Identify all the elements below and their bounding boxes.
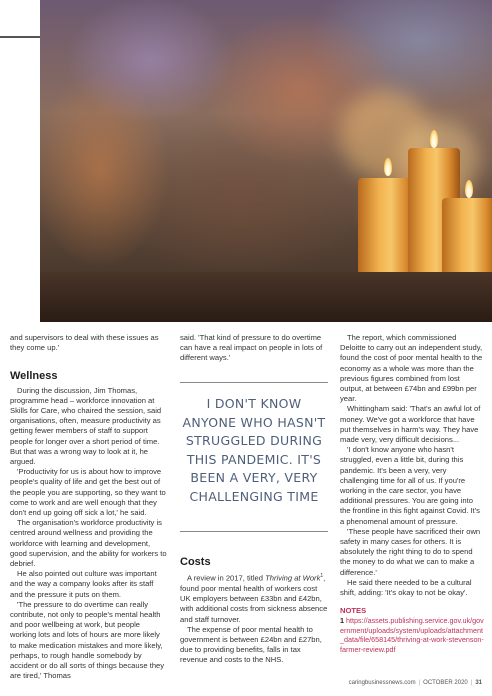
note-item — [340, 616, 484, 654]
column-3 — [340, 333, 484, 598]
column-2-costs — [180, 551, 328, 666]
flame — [465, 180, 473, 198]
paragraph: He said there needed to be a cultural shift, adding: 'It's okay to not be okay'. — [340, 577, 472, 598]
footnote-ref: 1 — [320, 573, 324, 580]
paragraph: The report, which commissioned Deloitte to carry out an independent study, found the cost of poor mental health to the economy as a whole was more than the previous figures combined from lost output, at between £74bn and £99bn per year. — [340, 333, 483, 404]
paragraph: 'The pressure to do overtime can really contribute, not only to people's mental health and poor wellbeing at work, but people working lots and lots of hours are more likely to make medication mistakes and more likely, perhaps, to rough handle somebody by accident or do all sorts of things because they are tired,' Thomas — [10, 599, 165, 681]
section-heading-wellness: Wellness — [10, 370, 58, 383]
paragraph: 'I don't know anyone who hasn't struggled, even a little bit, during this pandemic. It's been a very, very challenging time for all of us. If you're working in the care sector, you have additional pressures. You are going into the frontline in this fight against Covid. It's a phenomenal amount of pressure. — [340, 445, 480, 526]
note-number: 1 — [340, 616, 344, 626]
flame — [430, 130, 438, 148]
paragraph: During the discussion, Jim Thomas, programme head – workforce innovation at Skills for Care, who chaired the session, said organisations, often, measure productivity as getting fewer members of staff to support people for longer over a short period of time. But that was a wrong way to look at it, he argued. — [10, 385, 162, 467]
pull-quote: I DON'T KNOW ANYONE WHO HASN'T STRUGGLED DURING THIS PANDEMIC. IT'S BEEN A VERY, VERY CHALLENGING TIME — [180, 382, 328, 532]
paragraph: and supervisors to deal with these issues as they come up.' — [10, 333, 159, 353]
paragraph: He also pointed out culture was important and the way a company looks after its staff and the pressure it puts on them. — [10, 569, 157, 599]
note-link[interactable]: https://assets.publishing.service.gov.uk/government/uploads/system/uploads/attachment_data/file/658145/thriving-at-work-stevenson-farmer-review.pdf — [340, 616, 484, 654]
column-2 — [180, 333, 328, 364]
paragraph: A review in 2017, titled Thriving at Work$^1$, found poor mental health of workers cost UK employers between £33bn and £42bn, with additional costs from sickness absence and staff turnover. — [180, 573, 328, 624]
paragraph: The expense of poor mental health to government is between £24bn and £27bn, due to providing benefits, falls in tax revenue and costs to the NHS. — [180, 624, 322, 665]
paragraph: 'Productivity for us is about how to improve people's quality of life and get the best out of the people you are supporting, so they want to come to work and are well enough that they don't end up going off sick a lot,' he said. — [10, 467, 166, 518]
paragraph: said. 'That kind of pressure to do overtime can have a real impact on people in lots of different ways.' — [180, 333, 323, 363]
footer-issue: OCTOBER 2020 — [423, 680, 468, 686]
notes-heading: NOTES — [340, 606, 367, 615]
flame — [384, 158, 392, 176]
paragraph: 'These people have sacrificed their own safety in many cases for others. It is absolutely the right thing to do to spend the money to do what we can to make a difference.' — [340, 526, 481, 577]
top-rule — [0, 36, 40, 38]
candle — [442, 198, 492, 274]
report-title: Thriving at Work — [265, 573, 321, 583]
section-heading-costs: Costs — [180, 556, 211, 568]
footer-site: caringbusinessnews.com — [348, 680, 416, 686]
paragraph: The organisation's workforce productivity is centred around wellness and providing the workforce with learning and development, good supervision, and the ability for workers to debrief. — [10, 518, 167, 569]
notes-section — [340, 606, 484, 655]
page-number: 31 — [475, 680, 482, 686]
page-footer: caringbusinessnews.com | OCTOBER 2020 | 31 — [348, 680, 482, 686]
candles-photo — [40, 0, 492, 322]
column-1 — [10, 333, 168, 682]
paragraph: Whittingham said: 'That's an awful lot of money. We've got a workforce that have put themselves in harm's way. They have made very, very difficult decisions... — [340, 404, 481, 445]
table-surface — [40, 272, 492, 322]
